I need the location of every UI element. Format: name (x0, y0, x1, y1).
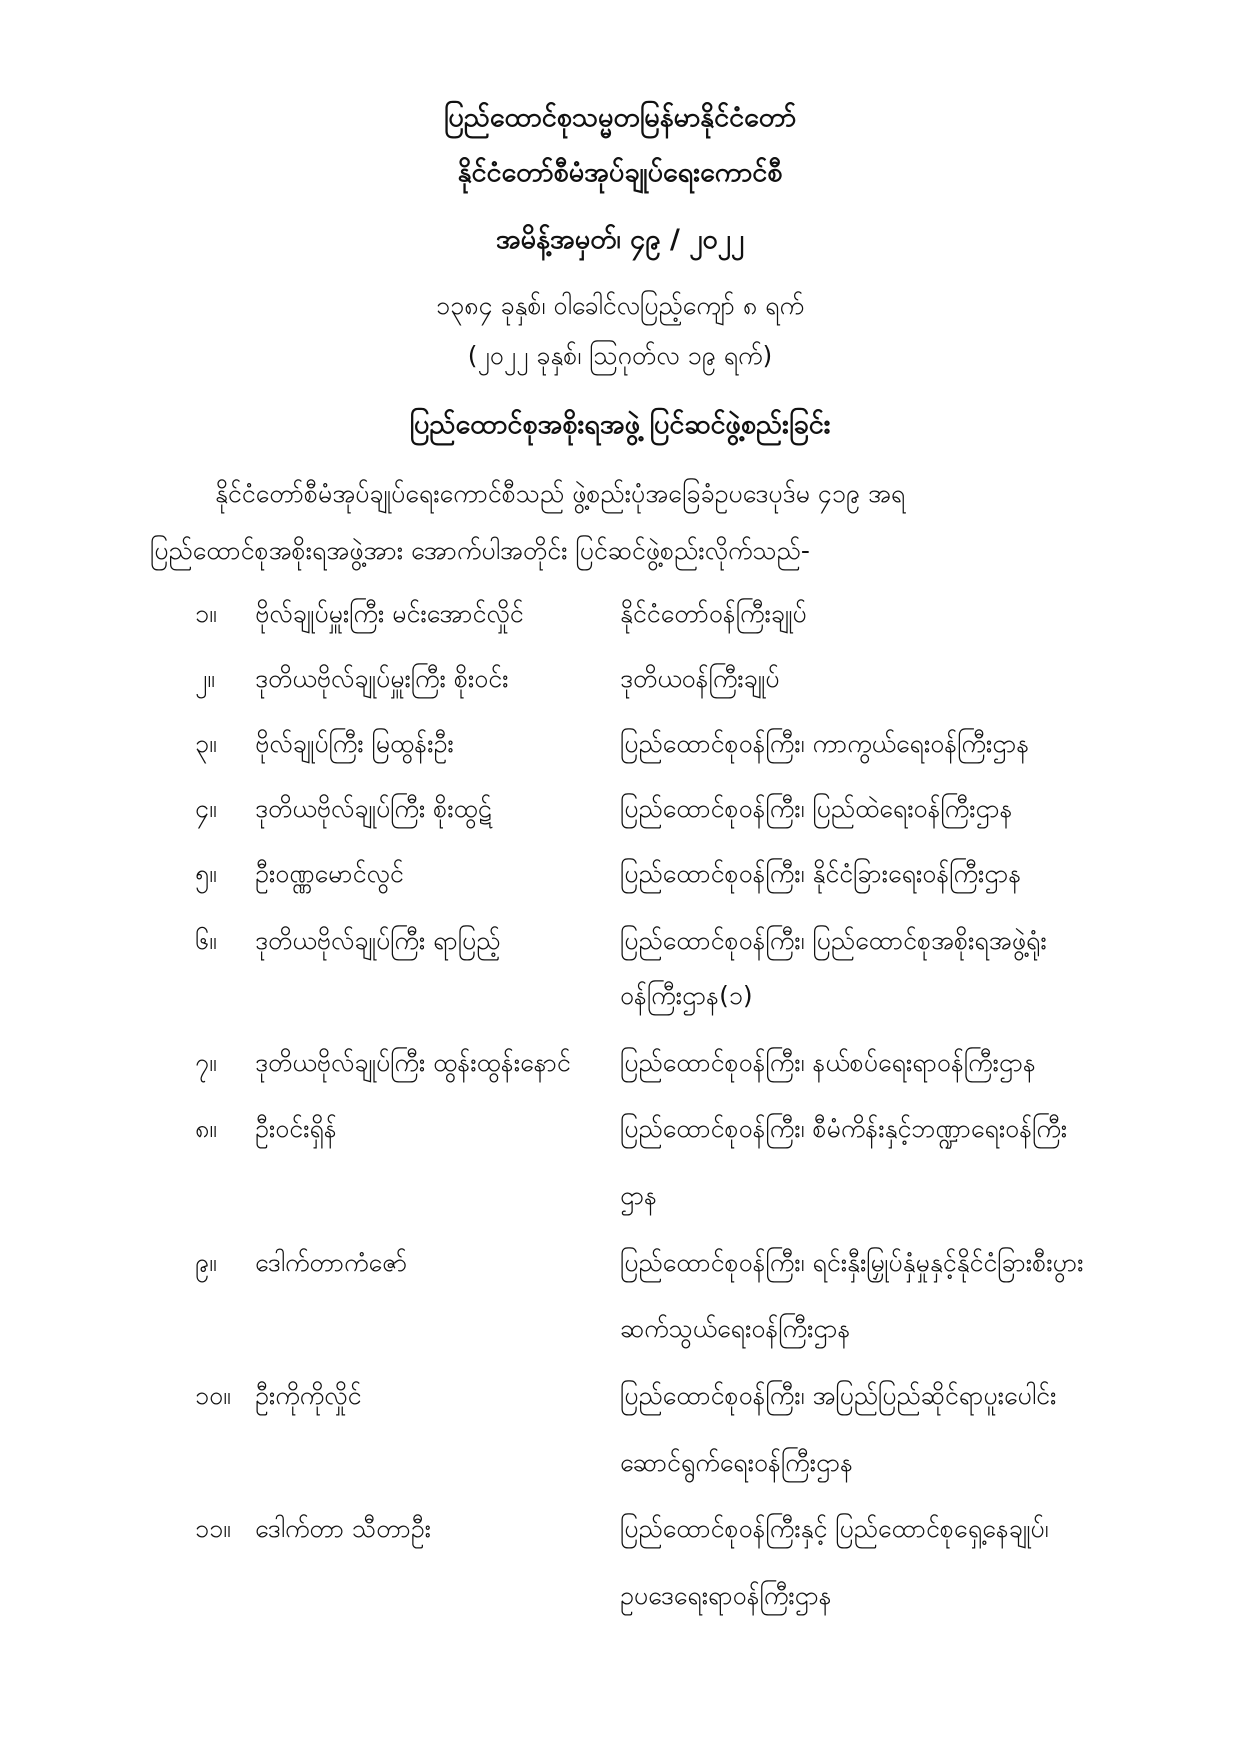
member-role: ဒုတိယဝန်ကြီးချုပ် (620, 664, 780, 693)
member-name: ဗိုလ်ချုပ်မှူးကြီး မင်းအောင်လှိုင် (255, 599, 524, 628)
item-number: ၆။ (195, 926, 217, 955)
item-number: ၁။ (195, 599, 217, 628)
item-number: ၉။ (195, 1248, 217, 1277)
member-role: နိုင်ငံတော်ဝန်ကြီးချုပ် (620, 599, 807, 628)
item-number: ၁၀။ (195, 1381, 231, 1410)
member-role-continued: ဝန်ကြီးဌာန(၁) (620, 981, 753, 1010)
date-gregorian: (၂၀၂၂ ခုနှစ်၊ ဩဂုတ်လ ၁၉ ရက်) (467, 341, 773, 370)
item-number: ၄။ (195, 794, 217, 823)
member-role-continued: ဥပဒေရေးရာဝန်ကြီးဌာန (620, 1581, 832, 1610)
member-role: ပြည်ထောင်စုဝန်ကြီး၊ အပြည်ပြည်ဆိုင်ရာပူးပေါင်း (620, 1381, 1057, 1410)
header-country: ပြည်ထောင်စုသမ္မတမြန်မာနိုင်ငံတော် (443, 102, 797, 133)
subject-title: ပြည်ထောင်စုအစိုးရအဖွဲ့ ပြင်ဆင်ဖွဲ့စည်းခြင်း (409, 409, 831, 440)
member-role: ပြည်ထောင်စုဝန်ကြီး၊ ကာကွယ်ရေးဝန်ကြီးဌာန (620, 729, 1030, 758)
member-name: ဒုတိယဗိုလ်ချုပ်ကြီး ထွန်းထွန်းနောင် (255, 1048, 571, 1077)
member-role-continued: ဌာန (620, 1181, 658, 1210)
member-name: ဦးဝဏ္ဏမောင်လွင် (255, 859, 404, 888)
member-role: ပြည်ထောင်စုဝန်ကြီးနှင့် ပြည်ထောင်စုရှေ့နေချုပ်၊ (620, 1514, 1049, 1543)
member-role-continued: ဆောင်ရွက်ရေးဝန်ကြီးဌာန (620, 1448, 854, 1477)
member-role: ပြည်ထောင်စုဝန်ကြီး၊ နိုင်ငံခြားရေးဝန်ကြီးဌာန (620, 859, 1022, 888)
member-name: ဦးကိုကိုလှိုင် (255, 1381, 362, 1410)
member-name: ဦးဝင်းရှိန် (255, 1114, 337, 1143)
member-role: ပြည်ထောင်စုဝန်ကြီး၊ ပြည်ထဲရေးဝန်ကြီးဌာန (620, 794, 1013, 823)
item-number: ၅။ (195, 859, 217, 888)
member-role-continued: ဆက်သွယ်ရေးဝန်ကြီးဌာန (620, 1314, 851, 1343)
member-name: ဒုတိယဗိုလ်ချုပ်မှူးကြီး စိုးဝင်း (255, 664, 509, 693)
intro-line-1: နိုင်ငံတော်စီမံအုပ်ချုပ်ရေးကောင်စီသည် ဖွဲ့စည်းပုံအခြေခံဥပဒေပုဒ်မ ၄၁၉ အရ (215, 479, 906, 508)
item-number: ၈။ (195, 1114, 217, 1143)
member-role: ပြည်ထောင်စုဝန်ကြီး၊ နယ်စပ်ရေးရာဝန်ကြီးဌာန (620, 1048, 1036, 1077)
intro-line-2: ပြည်ထောင်စုအစိုးရအဖွဲ့အား အောက်ပါအတိုင်း ပြင်ဆင်ဖွဲ့စည်းလိုက်သည်- (150, 536, 810, 565)
member-name: ဗိုလ်ချုပ်ကြီး မြထွန်းဦး (255, 729, 454, 758)
member-role: ပြည်ထောင်စုဝန်ကြီး၊ စီမံကိန်းနှင့်ဘဏ္ဍာရေးဝန်ကြီး (620, 1114, 1068, 1143)
member-name: ဒေါက်တာကံဇော် (255, 1248, 408, 1277)
member-name: ဒေါက်တာ သီတာဦး (255, 1514, 431, 1543)
item-number: ၂။ (195, 664, 215, 693)
member-role: ပြည်ထောင်စုဝန်ကြီး၊ ပြည်ထောင်စုအစိုးရအဖွဲ့ရုံး (620, 926, 1047, 955)
item-number: ၇။ (195, 1048, 217, 1077)
member-role: ပြည်ထောင်စုဝန်ကြီး၊ ရင်းနှီးမြှုပ်နှံမှုနှင့်နိုင်ငံခြားစီးပွား (620, 1248, 1084, 1277)
item-number: ၃။ (195, 729, 217, 758)
item-number: ၁၁။ (195, 1514, 231, 1543)
order-number: အမိန့်အမှတ်၊ ၄၉ / ၂၀၂၂ (495, 224, 745, 255)
header-council: နိုင်ငံတော်စီမံအုပ်ချုပ်ရေးကောင်စီ (457, 157, 783, 188)
date-myanmar: ၁၃၈၄ ခုနှစ်၊ ဝါခေါင်လပြည့်ကျော် ၈ ရက် (436, 291, 804, 320)
member-name: ဒုတိယဗိုလ်ချုပ်ကြီး စိုးထွဋ် (255, 794, 492, 823)
member-name: ဒုတိယဗိုလ်ချုပ်ကြီး ရာပြည့် (255, 926, 501, 955)
